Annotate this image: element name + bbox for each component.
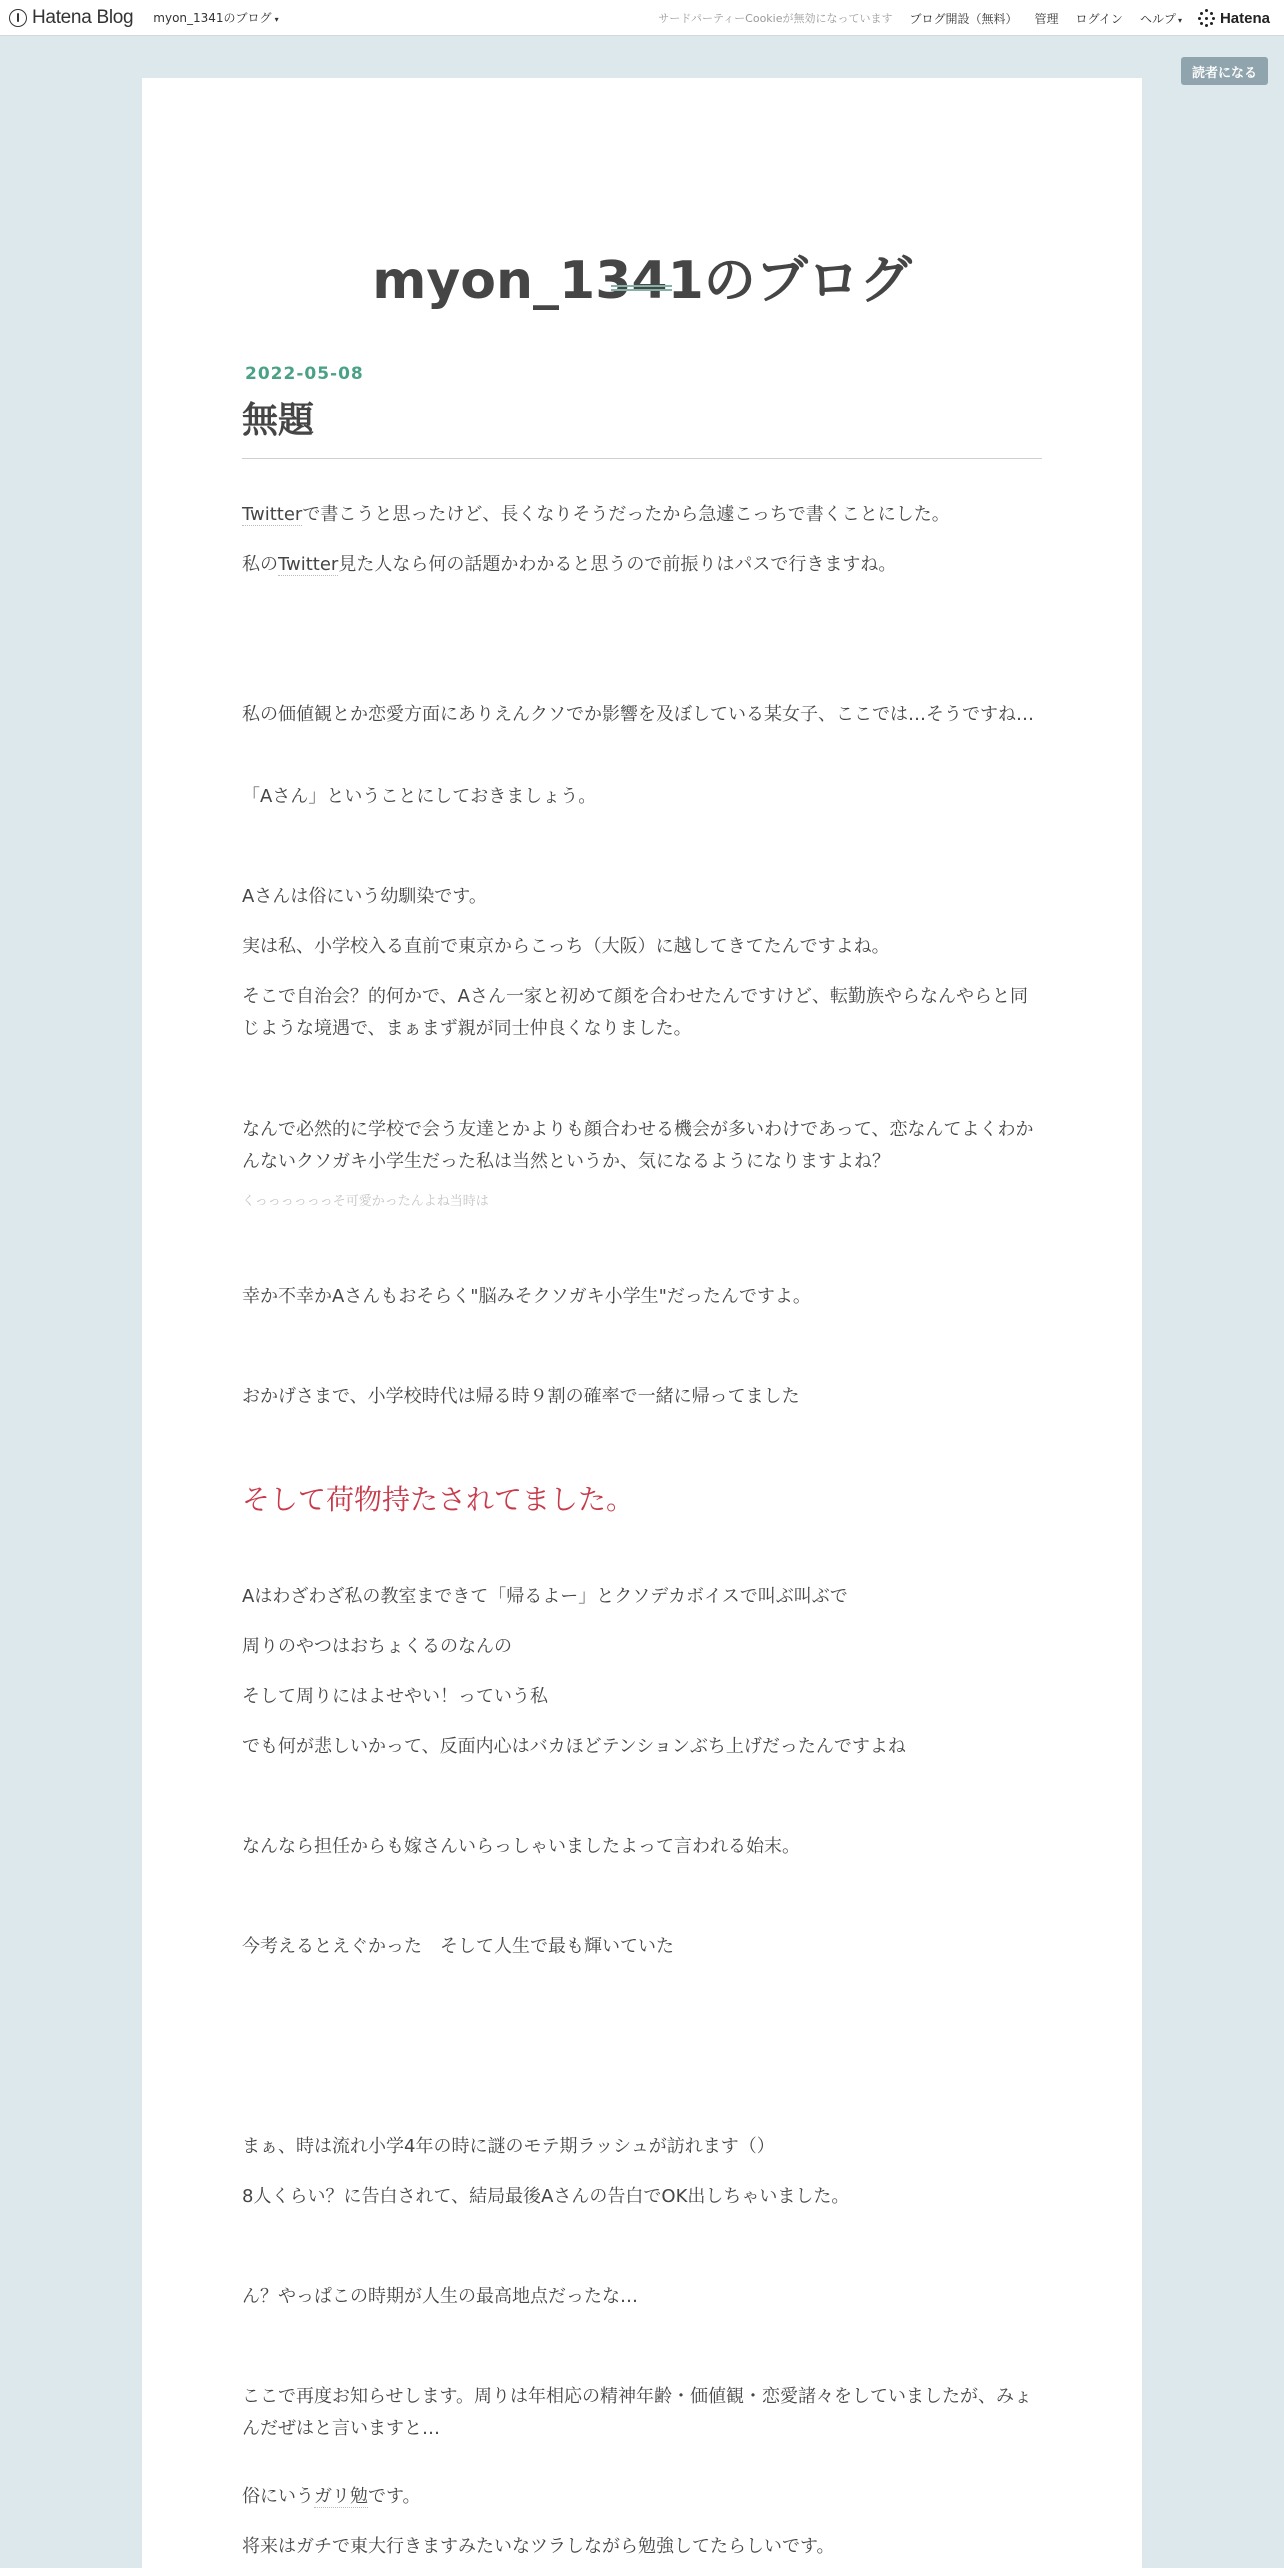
paragraph-text: 俗にいう [242,2486,314,2507]
help-label: ヘルプ [1139,11,1176,26]
keyword-link[interactable]: Twitter [242,504,303,525]
title-divider [611,285,672,291]
paragraph: そして周りにはよせやい！っていう私 [242,1686,548,1707]
paragraph-text: 見た人なら何の話題かわかると思うので前振りはパスで行きますね。 [338,554,897,575]
help-menu[interactable] [1140,10,1182,27]
paragraph-text: で書こうと思ったけど、長くなりそうだったから急遽こっちで書くことにした。 [302,504,950,525]
paragraph: でも何が悲しいかって、反面内心はバカほどテンションぶち上げだったんですよね [242,1736,906,1757]
paragraph-text: 私の [242,554,278,575]
paragraph: ここで再度お知らせします。周りは年相応の精神年齢・価値観・恋愛諸々をしていましたが、みょんだぜはと言いますと… [242,2386,1033,2439]
highlighted-paragraph: そして荷物持たされてました。 [242,1483,635,1516]
blog-menu[interactable] [153,9,278,26]
paragraph: なんなら担任からも嫁さんいらっしゃいましたよって言われる始末。 [242,1836,800,1857]
main-content [142,78,1142,2568]
hatena-dots-icon [1198,9,1216,27]
paragraph [242,2481,1042,2513]
paragraph: 「Aさん」ということにしておきましょう。 [242,786,597,807]
paragraph: まぁ、時は流れ小学4年の時に謎のモテ期ラッシュが訪れます（） [242,2136,775,2157]
admin-link[interactable]: 管理 [1034,11,1059,26]
subscribe-button[interactable]: 読者になる [1181,57,1268,85]
paragraph: なんで必然的に学校で会う友達とかよりも顔合わせる機会が多いわけであって、恋なんてよくわかんないクソガキ小学生だった私は当然というか、気になるようになりますよね？ [242,1119,1034,1172]
paragraph: 私の価値観とか恋愛方面にありえんクソでか影響を及ぼしている某女子、ここでは…そうですね… [242,704,1034,725]
entry-date[interactable]: 2022-05-08 [245,364,364,384]
paragraph: Aさんは俗にいう幼馴染です。 [242,886,487,907]
paragraph: 今考えるとえぐかった そして人生で最も輝いていた [242,1936,674,1957]
hatena-logo[interactable] [1198,9,1270,27]
cookie-notice[interactable]: サードパーティーCookieが無効になっています [658,12,893,25]
login-link[interactable]: ログイン [1075,11,1123,26]
paragraph: 幸か不幸かAさんもおそらく"脳みそクソガキ小学生"だったんですよ。 [242,1286,811,1307]
caret-down-icon: ▾ [274,15,279,24]
paragraph: 実は私、小学校入る直前で東京からこっち（大阪）に越してきてたんですよね。 [242,936,890,957]
hatena-logo-text: Hatena [1219,9,1270,27]
start-blog-link[interactable]: ブログ開設（無料） [909,11,1018,26]
blog-title[interactable]: myon_1341のブログ [372,251,912,311]
entry-title[interactable]: 無題 [242,400,315,441]
paragraph: 将来はガチで東大行きますみたいなツラしながら勉強してたらしいです。 [242,2536,835,2557]
paragraph: 周りのやつはおちょくるのなんの [242,1636,512,1657]
keyword-link[interactable]: Twitter [278,554,339,575]
keyword-link[interactable]: ガリ勉 [314,2486,368,2507]
hatena-blog-logo-icon [9,9,27,27]
paragraph [242,499,1042,531]
header-right [658,0,1284,36]
paragraph: おかげさまで、小学校時代は帰る時９割の確率で一緒に帰ってました [242,1386,800,1407]
paragraph-text: です。 [368,2486,421,2507]
blog-menu-label: myon_1341のブログ [153,11,272,25]
hatena-blog-logo[interactable] [9,7,133,29]
paragraph [242,549,1042,581]
caret-down-icon: ▾ [1177,15,1182,25]
paragraph-small: くっっっっっっそ可愛かったんよね当時は [242,1194,489,1209]
entry-divider [242,458,1042,459]
paragraph: Aはわざわざ私の教室まできて「帰るよー」とクソデカボイスで叫ぶ叫ぶで [242,1586,848,1607]
paragraph: 8人くらい？に告白されて、結局最後Aさんの告白でOK出しちゃいました。 [242,2186,850,2207]
paragraph: ん？やっぱこの時期が人生の最高地点だったな… [242,2286,638,2307]
paragraph: そこで自治会？的何かで、Aさん一家と初めて顔を合わせたんですけど、転勤族やらなんやらと同じような境遇で、まぁまず親が同士仲良くなりました。 [242,986,1028,1039]
global-header [0,0,1284,36]
logo-text: Hatena Blog [32,6,134,28]
